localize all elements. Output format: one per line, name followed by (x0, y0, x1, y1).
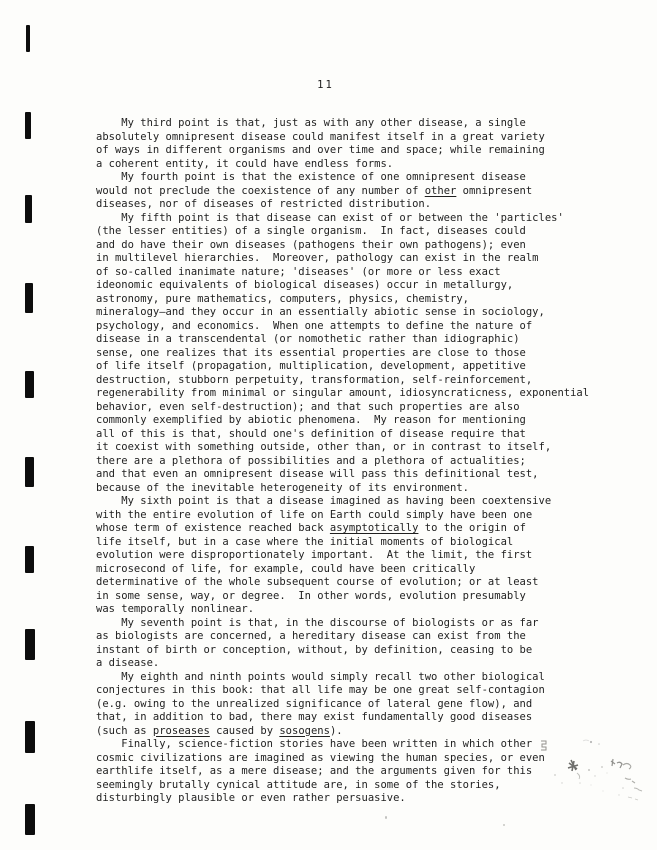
text-line: would not preclude the coexistence of any number of other omnipresent (96, 184, 533, 197)
binding-mark (25, 283, 33, 313)
text-line: My third point is that, just as with any other disease, a single (96, 117, 526, 129)
paragraph (96, 117, 636, 171)
text-line: (such as proseases caused by sosogens). (96, 724, 343, 737)
text-line: instant of birth or conception, without, by definition, ceasing to be (96, 643, 533, 656)
text-line: (e.g. owing to the unrealized significance of lateral gene flow), and (96, 697, 533, 710)
text-line: (the lesser entities) of a single organism. In fact, diseases could (96, 225, 526, 237)
binding-mark (25, 195, 32, 223)
text-line: all of this is that, should one's definition of disease require that (96, 427, 526, 440)
paragraph (96, 171, 636, 212)
binding-mark (25, 457, 34, 487)
underlined-word: asymptotically (329, 522, 419, 534)
binding-mark (25, 546, 34, 573)
text-line: My eighth and ninth points would simply recall two other biological (96, 670, 545, 683)
text-line: psychology, and economics. When one attempts to define the nature of (96, 319, 533, 332)
binding-mark (25, 804, 35, 835)
text-line: that, in addition to bad, there may exist fundamentally good diseases (96, 711, 533, 723)
text-line: commonly exemplified by abiotic phenomena. My reason for mentioning (96, 414, 526, 426)
text-line: astronomy, pure mathematics, computers, physics, chemistry, (96, 292, 469, 305)
paragraph (96, 495, 636, 617)
text-line: whose term of existence reached back asymptotically to the origin of (96, 522, 526, 534)
text-line: a disease. (96, 657, 160, 669)
text-line: ideonomic equivalents of biological diseases) occur in metallurgy, (96, 279, 514, 291)
pencil-scribble (533, 733, 657, 843)
paragraph (96, 212, 636, 496)
text-line: with the entire evolution of life on Earth could simply have been one (96, 508, 533, 521)
text-line: sense, one realizes that its essential properties are close to those (96, 346, 526, 359)
page-number: 11 (317, 79, 334, 91)
text-line: diseases, nor of diseases of restricted distribution. (96, 198, 432, 210)
paragraph (96, 617, 636, 671)
text-line: a coherent entity, it could have endless forms. (96, 157, 394, 170)
text-line: as biologists are concerned, a hereditary disease can exist from the (96, 630, 526, 642)
text-line: microsecond of life, for example, could have been critically (96, 562, 476, 575)
text-line: it coexist with something outside, other than, or in contrast to itself, (96, 441, 552, 453)
text-line: Finally, science-fiction stories have been written in which other (96, 738, 533, 750)
text-line: in multilevel hierarchies. Moreover, pathology can exist in the realm (96, 252, 539, 264)
text-line: in some sense, way, or degree. In other words, evolution presumably (96, 589, 526, 602)
page-body-text (96, 117, 636, 806)
text-line: and that even an omnipresent disease will pass this definitional test, (96, 468, 539, 480)
scan-speck (385, 816, 387, 819)
binding-mark (25, 721, 35, 753)
text-line: evolution were disproportionately important. At the limit, the first (96, 549, 533, 561)
text-line: disease in a transcendental (or nomothetic rather than idiographic) (96, 333, 520, 345)
text-line: and do have their own diseases (pathogens their own pathogens); even (96, 238, 526, 251)
text-line: absolutely omnipresent disease could manifest itself in a great variety (96, 130, 545, 143)
text-line: was temporally nonlinear. (96, 603, 255, 615)
text-line: of so-called inanimate nature; 'diseases' (or more or less exact (96, 265, 501, 278)
text-line: conjectures in this book: that all life may be one great self-contagion (96, 684, 545, 696)
text-line: disturbingly plausible or even rather persuasive. (96, 792, 406, 804)
text-line: mineralogy—and they occur in an essentially abiotic sense in sociology, (96, 306, 545, 318)
text-line: behavior, even self-destruction); and that such properties are also (96, 400, 520, 413)
text-line: because of the inevitable heterogeneity of its environment. (96, 481, 469, 494)
underlined-word: proseases (152, 724, 210, 737)
text-line: seemingly brutally cynical attitude are, in some of the stories, (96, 778, 501, 791)
text-line: earthlife itself, as a mere disease; and the arguments given for this (96, 765, 533, 777)
text-line: regenerability from minimal or singular amount, idiosyncraticness, exponential (96, 387, 590, 399)
text-line: cosmic civilizations are imagined as viewing the human species, or even (96, 751, 545, 764)
underlined-word: sosogens (279, 724, 330, 737)
text-line: determinative of the whole subsequent course of evolution; or at least (96, 576, 539, 588)
binding-mark (25, 629, 35, 660)
text-line: My fourth point is that the existence of one omnipresent disease (96, 171, 526, 183)
binding-mark (26, 25, 30, 52)
text-line: My seventh point is that, in the discourse of biologists or as far (96, 616, 539, 629)
underlined-word: other (424, 184, 457, 197)
binding-mark (25, 112, 31, 139)
paragraph (96, 671, 636, 739)
binding-mark (25, 371, 34, 398)
text-line: of life itself (propagation, multiplication, development, appetitive (96, 360, 526, 372)
text-line: destruction, stubborn perpetuity, transformation, self-reinforcement, (96, 373, 533, 386)
text-line: of ways in different organisms and over time and space; while remaining (96, 144, 545, 156)
scan-speck (503, 824, 505, 826)
text-line: life itself, but in a case where the initial moments of biological (96, 535, 514, 548)
text-line: there are a plethora of possibilities and a plethora of actualities; (96, 454, 526, 467)
text-line: My sixth point is that a disease imagined as having been coextensive (96, 495, 552, 507)
text-line: My fifth point is that disease can exist of or between the 'particles' (96, 211, 564, 224)
